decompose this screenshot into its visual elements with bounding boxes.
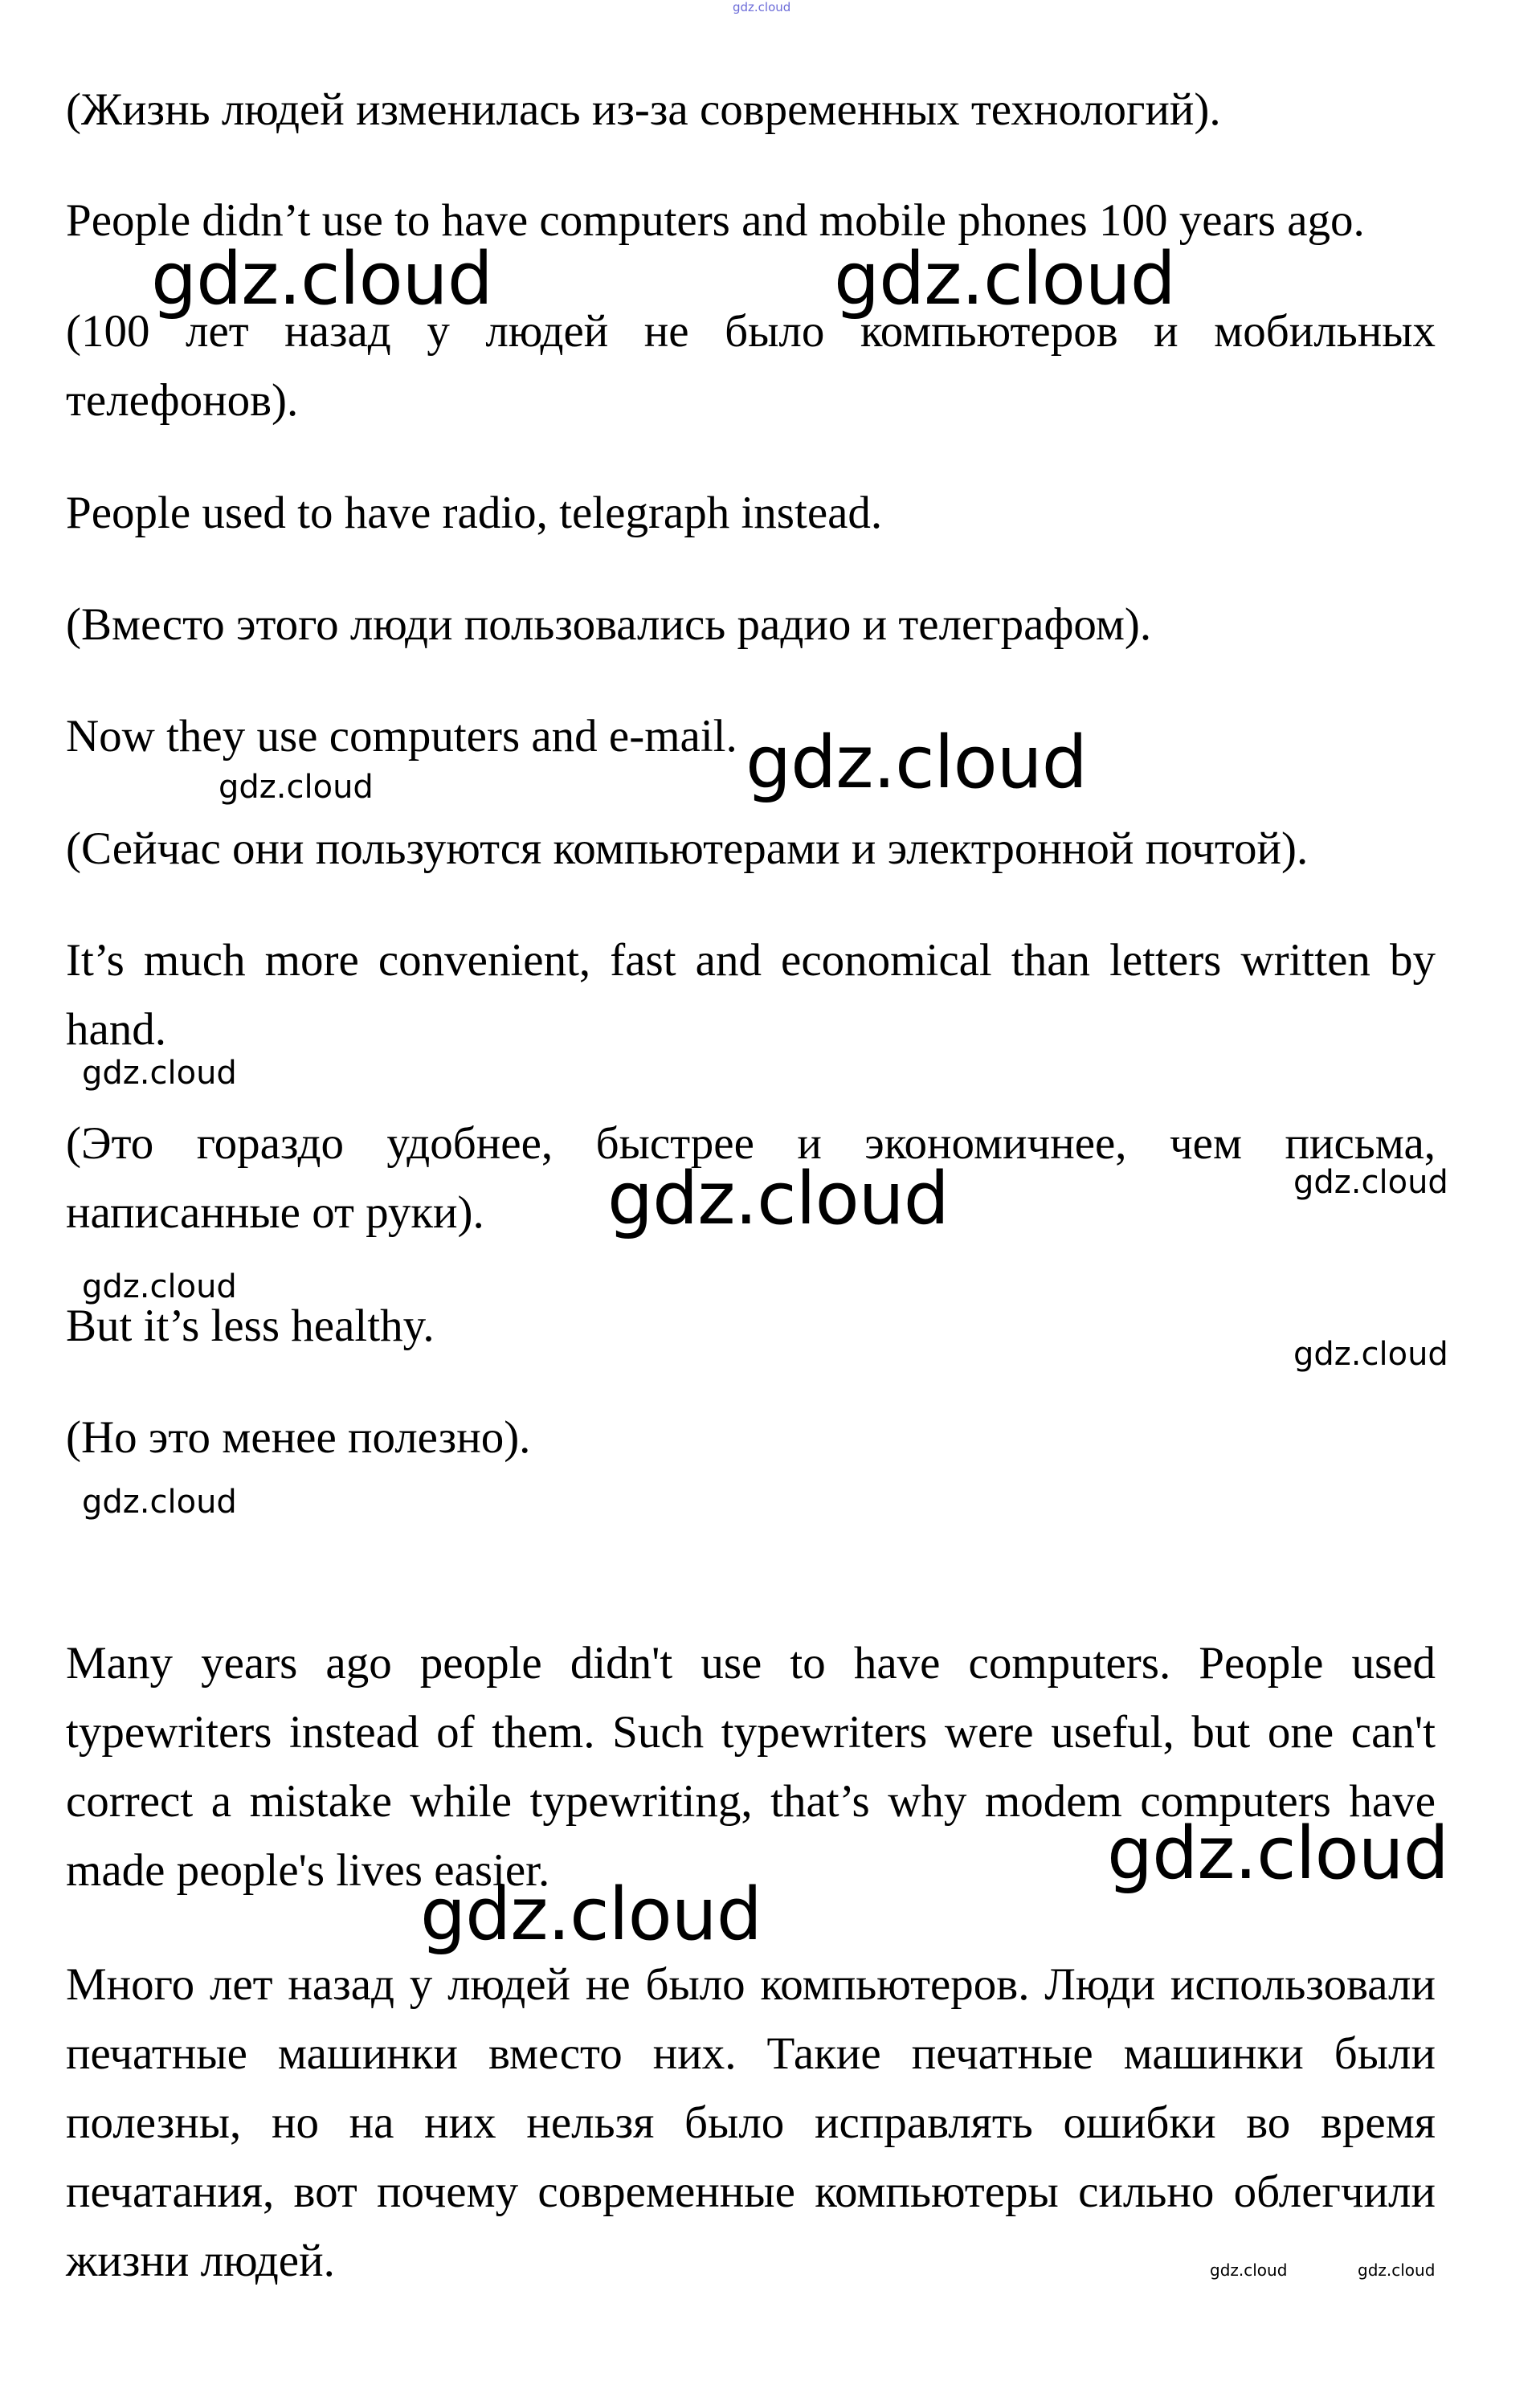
paragraph-6: Now they use computers and e-mail. — [66, 711, 737, 762]
paragraph-5: (Вместо этого люди пользовались радио и телеграфом). — [66, 599, 1152, 650]
watermark-4: gdz.cloud — [219, 769, 374, 806]
watermark-8: gdz.cloud — [82, 1268, 237, 1305]
paragraph-2: People didn’t use to have computers and mobile phones 100 years ago. — [66, 195, 1365, 246]
watermark-6: gdz.cloud — [1293, 1164, 1448, 1201]
paragraph-8: It’s much more convenient, fast and economical than letters written by hand. — [66, 935, 1436, 1055]
watermark-9: gdz.cloud — [1293, 1336, 1448, 1373]
watermark-3: gdz.cloud — [745, 721, 1087, 805]
paragraph-3: (100 лет назад у людей не было компьютеров и мобильных телефонов). — [66, 306, 1436, 426]
watermark-11: gdz.cloud — [1107, 1811, 1448, 1896]
watermark-2: gdz.cloud — [834, 237, 1175, 321]
watermark-10: gdz.cloud — [82, 1484, 237, 1521]
paragraph-9: (Это гораздо удобнее, быстрее и экономичнее, чем письма, написанные от руки). — [66, 1118, 1436, 1238]
paragraph-1: (Жизнь людей изменилась из-за современных технологий). — [66, 84, 1221, 135]
watermark-5: gdz.cloud — [82, 1055, 237, 1092]
watermark-top: gdz.cloud — [733, 0, 791, 14]
paragraph-7: (Сейчас они пользуются компьютерами и электронной почтой). — [66, 823, 1309, 874]
paragraph-4: People used to have radio, telegraph instead. — [66, 488, 883, 538]
watermark-14: gdz.cloud — [1358, 2260, 1436, 2280]
paragraph-10: But it’s less healthy. — [66, 1301, 435, 1351]
watermark-7: gdz.cloud — [607, 1157, 949, 1241]
paragraph-13: Много лет назад у людей не было компьютеров. Люди использовали печатные машинки вместо них. Такие печатные машинки были полезны, но на них нельзя было исправлять ошибки во время печатания, вот почему современные компьютеры сильно облегчили жизни людей. — [66, 1959, 1436, 2286]
watermark-13: gdz.cloud — [1210, 2260, 1288, 2280]
watermark-1: gdz.cloud — [151, 237, 492, 321]
paragraph-11: (Но это менее полезно). — [66, 1412, 531, 1463]
watermark-12: gdz.cloud — [420, 1872, 762, 1957]
paragraph-12: Many years ago people didn't use to have computers. People used typewriters instead of them. Such typewriters were useful, but one can't correct a mistake while typewriting, that’s why modem computers have made people's lives easier. — [66, 1638, 1436, 1896]
